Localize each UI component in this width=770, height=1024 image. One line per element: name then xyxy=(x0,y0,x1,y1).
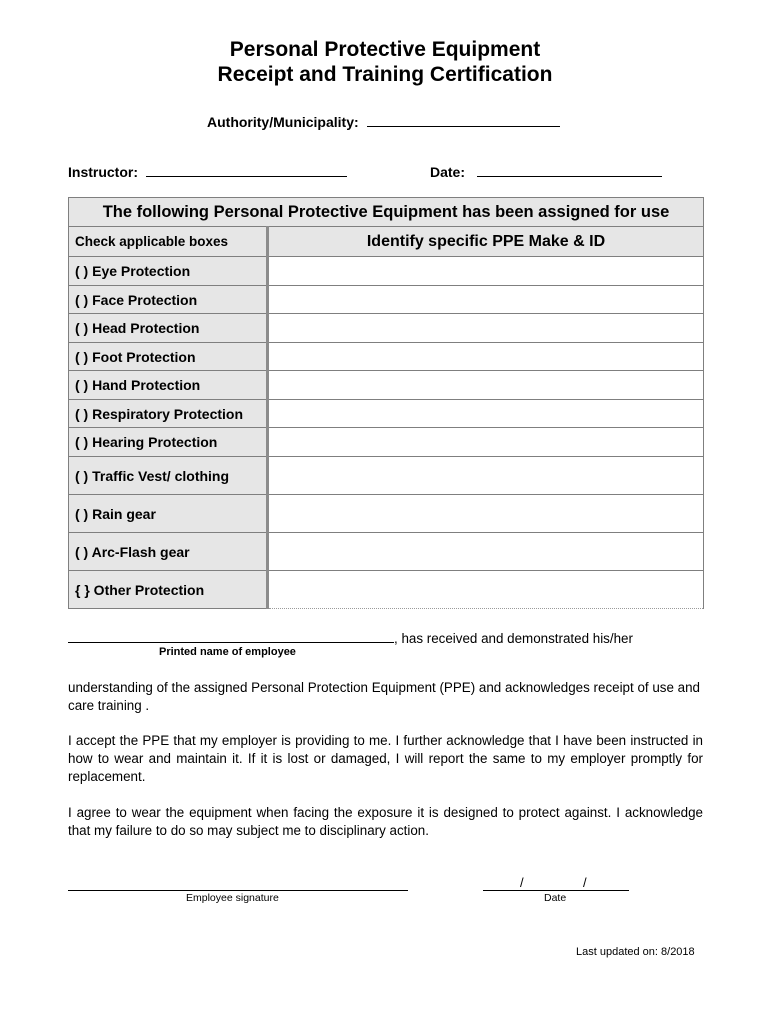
instructor-label: Instructor: xyxy=(68,164,138,180)
date-caption: Date xyxy=(544,892,567,904)
ppe-table xyxy=(68,197,704,609)
instructor-row xyxy=(68,162,347,182)
date-label: Date: xyxy=(430,164,466,180)
col-header-check: Check applicable boxes xyxy=(69,227,268,257)
last-updated: Last updated on: 8/2018 xyxy=(576,946,695,958)
ppe-id-field-eye[interactable] xyxy=(268,257,704,286)
employee-signature-field[interactable] xyxy=(68,875,408,891)
row-label-arc-flash[interactable]: ( ) Arc-Flash gear xyxy=(69,533,268,571)
ppe-id-field-foot[interactable] xyxy=(268,343,704,371)
col-header-ppe-id: Identify specific PPE Make & ID xyxy=(268,227,704,257)
authority-label: Authority/Municipality: xyxy=(207,114,359,130)
ppe-id-field-hand[interactable] xyxy=(268,371,704,400)
ppe-id-field-other[interactable] xyxy=(268,571,704,609)
ppe-id-field-face[interactable] xyxy=(268,286,704,314)
date-slash-2: / xyxy=(583,875,587,890)
ppe-id-field-hearing[interactable] xyxy=(268,428,704,457)
date-slash-1: / xyxy=(520,875,524,890)
row-label-face[interactable]: ( ) Face Protection xyxy=(69,286,268,314)
row-label-rain-gear[interactable]: ( ) Rain gear xyxy=(69,495,268,533)
date-row xyxy=(430,162,662,182)
paragraph-accept: I accept the PPE that my employer is providing to me. I further acknowledge that I have been instructed in how to wear and maintain it. If it is lost or damaged, I will report the same to my employer promptly for replacement. xyxy=(68,733,703,784)
authority-field[interactable] xyxy=(367,112,560,127)
table-caption: The following Personal Protective Equipment has been assigned for use xyxy=(69,198,704,227)
ppe-id-field-rain-gear[interactable] xyxy=(268,495,704,533)
row-label-respiratory[interactable]: ( ) Respiratory Protection xyxy=(69,400,268,428)
instructor-field[interactable] xyxy=(146,162,347,177)
row-label-foot[interactable]: ( ) Foot Protection xyxy=(69,343,268,371)
ppe-id-field-head[interactable] xyxy=(268,314,704,343)
printed-name-label: Printed name of employee xyxy=(159,646,296,658)
row-label-eye[interactable]: ( ) Eye Protection xyxy=(69,257,268,286)
ppe-id-field-traffic-vest[interactable] xyxy=(268,457,704,495)
row-label-other[interactable]: { } Other Protection xyxy=(69,571,268,609)
signature-date-field[interactable] xyxy=(483,875,629,891)
received-text: , has received and demonstrated his/her xyxy=(394,631,633,646)
row-label-head[interactable]: ( ) Head Protection xyxy=(69,314,268,343)
row-label-traffic-vest[interactable]: ( ) Traffic Vest/ clothing xyxy=(69,457,268,495)
received-row xyxy=(68,628,633,646)
paragraph-agree: I agree to wear the equipment when facing the exposure it is designed to protect against. I acknowledge that my failure to do so may subject me to disciplinary action. xyxy=(68,805,703,838)
row-label-hearing[interactable]: ( ) Hearing Protection xyxy=(69,428,268,457)
row-label-hand[interactable]: ( ) Hand Protection xyxy=(69,371,268,400)
date-field[interactable] xyxy=(477,162,662,177)
title-line-2: Receipt and Training Certification xyxy=(217,63,553,86)
ppe-id-field-arc-flash[interactable] xyxy=(268,533,704,571)
authority-row xyxy=(207,112,560,132)
ppe-id-field-respiratory[interactable] xyxy=(268,400,704,428)
employee-signature-label: Employee signature xyxy=(186,892,279,904)
title-line-1: Personal Protective Equipment xyxy=(229,38,541,61)
paragraph-understanding: understanding of the assigned Personal Protection Equipment (PPE) and acknowledges receipt of use and care training . xyxy=(68,680,700,713)
printed-name-field[interactable] xyxy=(68,628,394,643)
